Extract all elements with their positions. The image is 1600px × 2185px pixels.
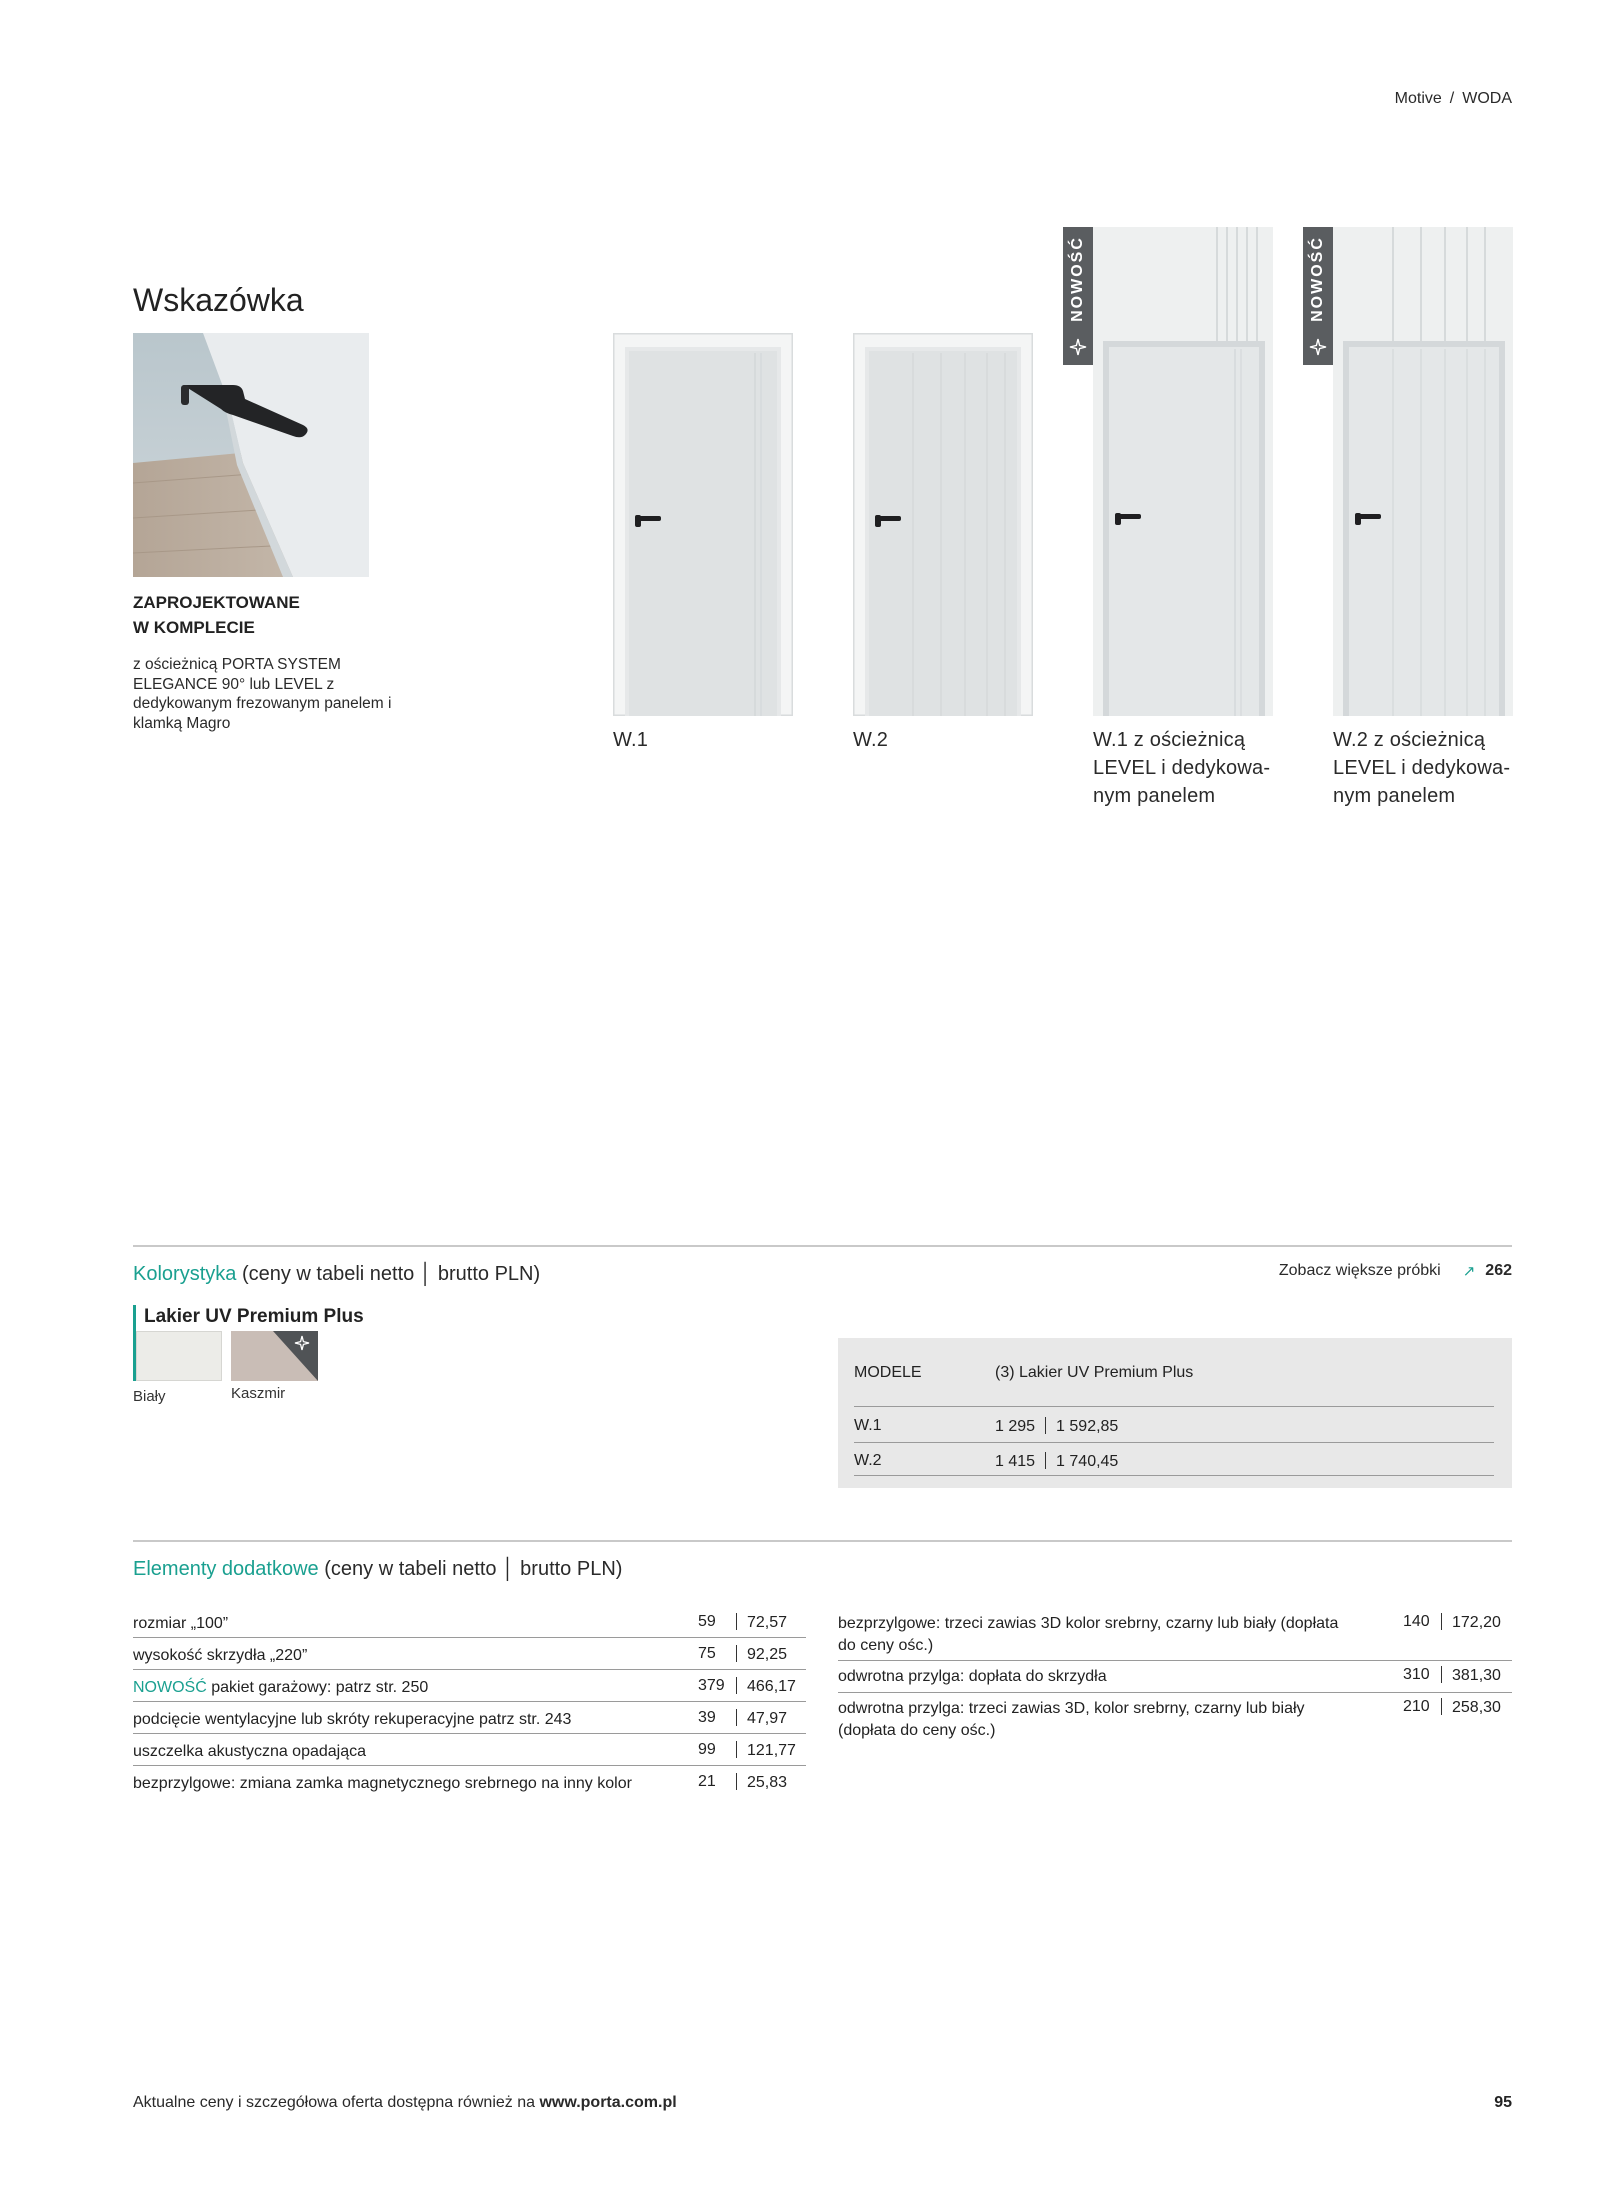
- website-link[interactable]: www.porta.com.pl: [539, 2094, 677, 2111]
- list-item: wysokość skrzydła „220”: [133, 1647, 308, 1664]
- breadcrumb: [1395, 90, 1512, 108]
- item-price: 39: [698, 1709, 716, 1726]
- divider: [838, 1692, 1512, 1693]
- table-header-model: MODELE: [854, 1364, 922, 1381]
- breadcrumb-collection[interactable]: WODA: [1462, 90, 1512, 107]
- list-item: podcięcie wentylacyjne lub skróty rekuperacyjne patrz str. 243: [133, 1711, 572, 1728]
- item-price: 140: [1403, 1613, 1430, 1630]
- divider: [854, 1442, 1494, 1443]
- item-price: 25,83: [736, 1773, 787, 1792]
- footer-note: Aktualne ceny i szczegółowa oferta dostępna również na www.porta.com.pl: [133, 2094, 677, 2111]
- handle-photo: [133, 333, 369, 577]
- new-badge: NOWOŚĆ: [1303, 227, 1333, 365]
- list-item: NOWOŚĆ pakiet garażowy: patrz str. 250: [133, 1679, 429, 1696]
- door-caption-w1: W.1: [613, 729, 649, 751]
- swatch-label: Biały: [133, 1388, 166, 1405]
- table-cell-model: W.1: [854, 1417, 882, 1434]
- table-header-finish: (3) Lakier UV Premium Plus: [995, 1364, 1194, 1381]
- item-price: 121,77: [736, 1741, 796, 1760]
- swatch-label: Kaszmir: [231, 1385, 286, 1402]
- door-caption-w2-level: W.2 z ościeżnicą LEVEL i dedykowa-nym panelem: [1333, 729, 1511, 807]
- item-price: 21: [698, 1773, 716, 1790]
- divider: [854, 1475, 1494, 1476]
- item-price: 379: [698, 1677, 725, 1694]
- divider: [838, 1660, 1512, 1661]
- divider: [133, 1765, 806, 1766]
- item-price: 75: [698, 1645, 716, 1662]
- door-image-w2-level[interactable]: [1333, 227, 1513, 716]
- table-cell-price: 1 415 1 740,45: [995, 1453, 1119, 1470]
- table-cell-price: 1 295 1 592,85: [995, 1418, 1119, 1435]
- extras-heading: Elementy dodatkowe (ceny w tabeli netto │ brutto PLN): [133, 1558, 623, 1580]
- item-price: 99: [698, 1741, 716, 1758]
- item-price: 381,30: [1441, 1666, 1501, 1685]
- item-price: 466,17: [736, 1677, 796, 1696]
- list-item: odwrotna przylga: trzeci zawias 3D, kolor srebrny, czarny lub biały (dopłata do ceny ośc.): [838, 1700, 1305, 1739]
- door-caption-w1-level: W.1 z ościeżnicą LEVEL i dedykowa-nym panelem: [1093, 729, 1271, 807]
- door-caption-w2: W.2: [853, 729, 889, 751]
- page-title: Wskazówka: [133, 282, 304, 318]
- divider: [854, 1406, 1494, 1407]
- item-price: 310: [1403, 1666, 1430, 1683]
- list-item: rozmiar „100”: [133, 1615, 229, 1632]
- door-image-w1[interactable]: [613, 333, 793, 716]
- divider: [133, 1245, 1512, 1247]
- sparkle-icon: [1303, 333, 1333, 361]
- item-price: 59: [698, 1613, 716, 1630]
- breadcrumb-section[interactable]: Motive: [1394, 90, 1442, 107]
- divider: [133, 1540, 1512, 1542]
- list-item: bezprzylgowe: trzeci zawias 3D kolor srebrny, czarny lub biały (dopłata do ceny ośc.): [838, 1615, 1339, 1654]
- list-item: uszczelka akustyczna opadająca: [133, 1743, 367, 1760]
- divider: [133, 1733, 806, 1734]
- item-price: 47,97: [736, 1709, 787, 1728]
- list-item: bezprzylgowe: zmiana zamka magnetycznego srebrnego na inny kolor: [133, 1775, 632, 1792]
- divider: [133, 1637, 806, 1638]
- page-number: 95: [1494, 2094, 1512, 2111]
- divider: [133, 1701, 806, 1702]
- arrow-up-right-icon: ↗: [1462, 1263, 1476, 1280]
- tip-heading: ZAPROJEKTOWANE W KOMPLECIE: [133, 593, 300, 637]
- tip-description: z ościeżnicą PORTA SYSTEM ELEGANCE 90° lub LEVEL z dedykowanym frezowanym panelem i klamką Magro: [133, 656, 392, 732]
- swatch-bialy[interactable]: [136, 1331, 222, 1381]
- breadcrumb-separator: /: [1449, 90, 1455, 107]
- swatch-kaszmir[interactable]: [231, 1331, 318, 1381]
- item-price: 92,25: [736, 1645, 787, 1664]
- finish-group: Lakier UV Premium Plus: [133, 1305, 364, 1381]
- new-badge: NOWOŚĆ: [1063, 227, 1093, 365]
- colors-heading: Kolorystyka (ceny w tabeli netto │ brutto PLN): [133, 1263, 541, 1285]
- item-price: 210: [1403, 1698, 1430, 1715]
- door-image-w2[interactable]: [853, 333, 1033, 716]
- item-price: 172,20: [1441, 1613, 1501, 1632]
- item-price: 72,57: [736, 1613, 787, 1632]
- door-image-w1-level[interactable]: [1093, 227, 1273, 716]
- price-table: [838, 1338, 1512, 1488]
- item-price: 258,30: [1441, 1698, 1501, 1717]
- sparkle-icon: [1063, 333, 1093, 361]
- table-cell-model: W.2: [854, 1452, 882, 1469]
- divider: [133, 1669, 806, 1670]
- samples-link[interactable]: Zobacz większe próbki ↗ 262: [1278, 1262, 1512, 1280]
- list-item: odwrotna przylga: dopłata do skrzydła: [838, 1668, 1107, 1685]
